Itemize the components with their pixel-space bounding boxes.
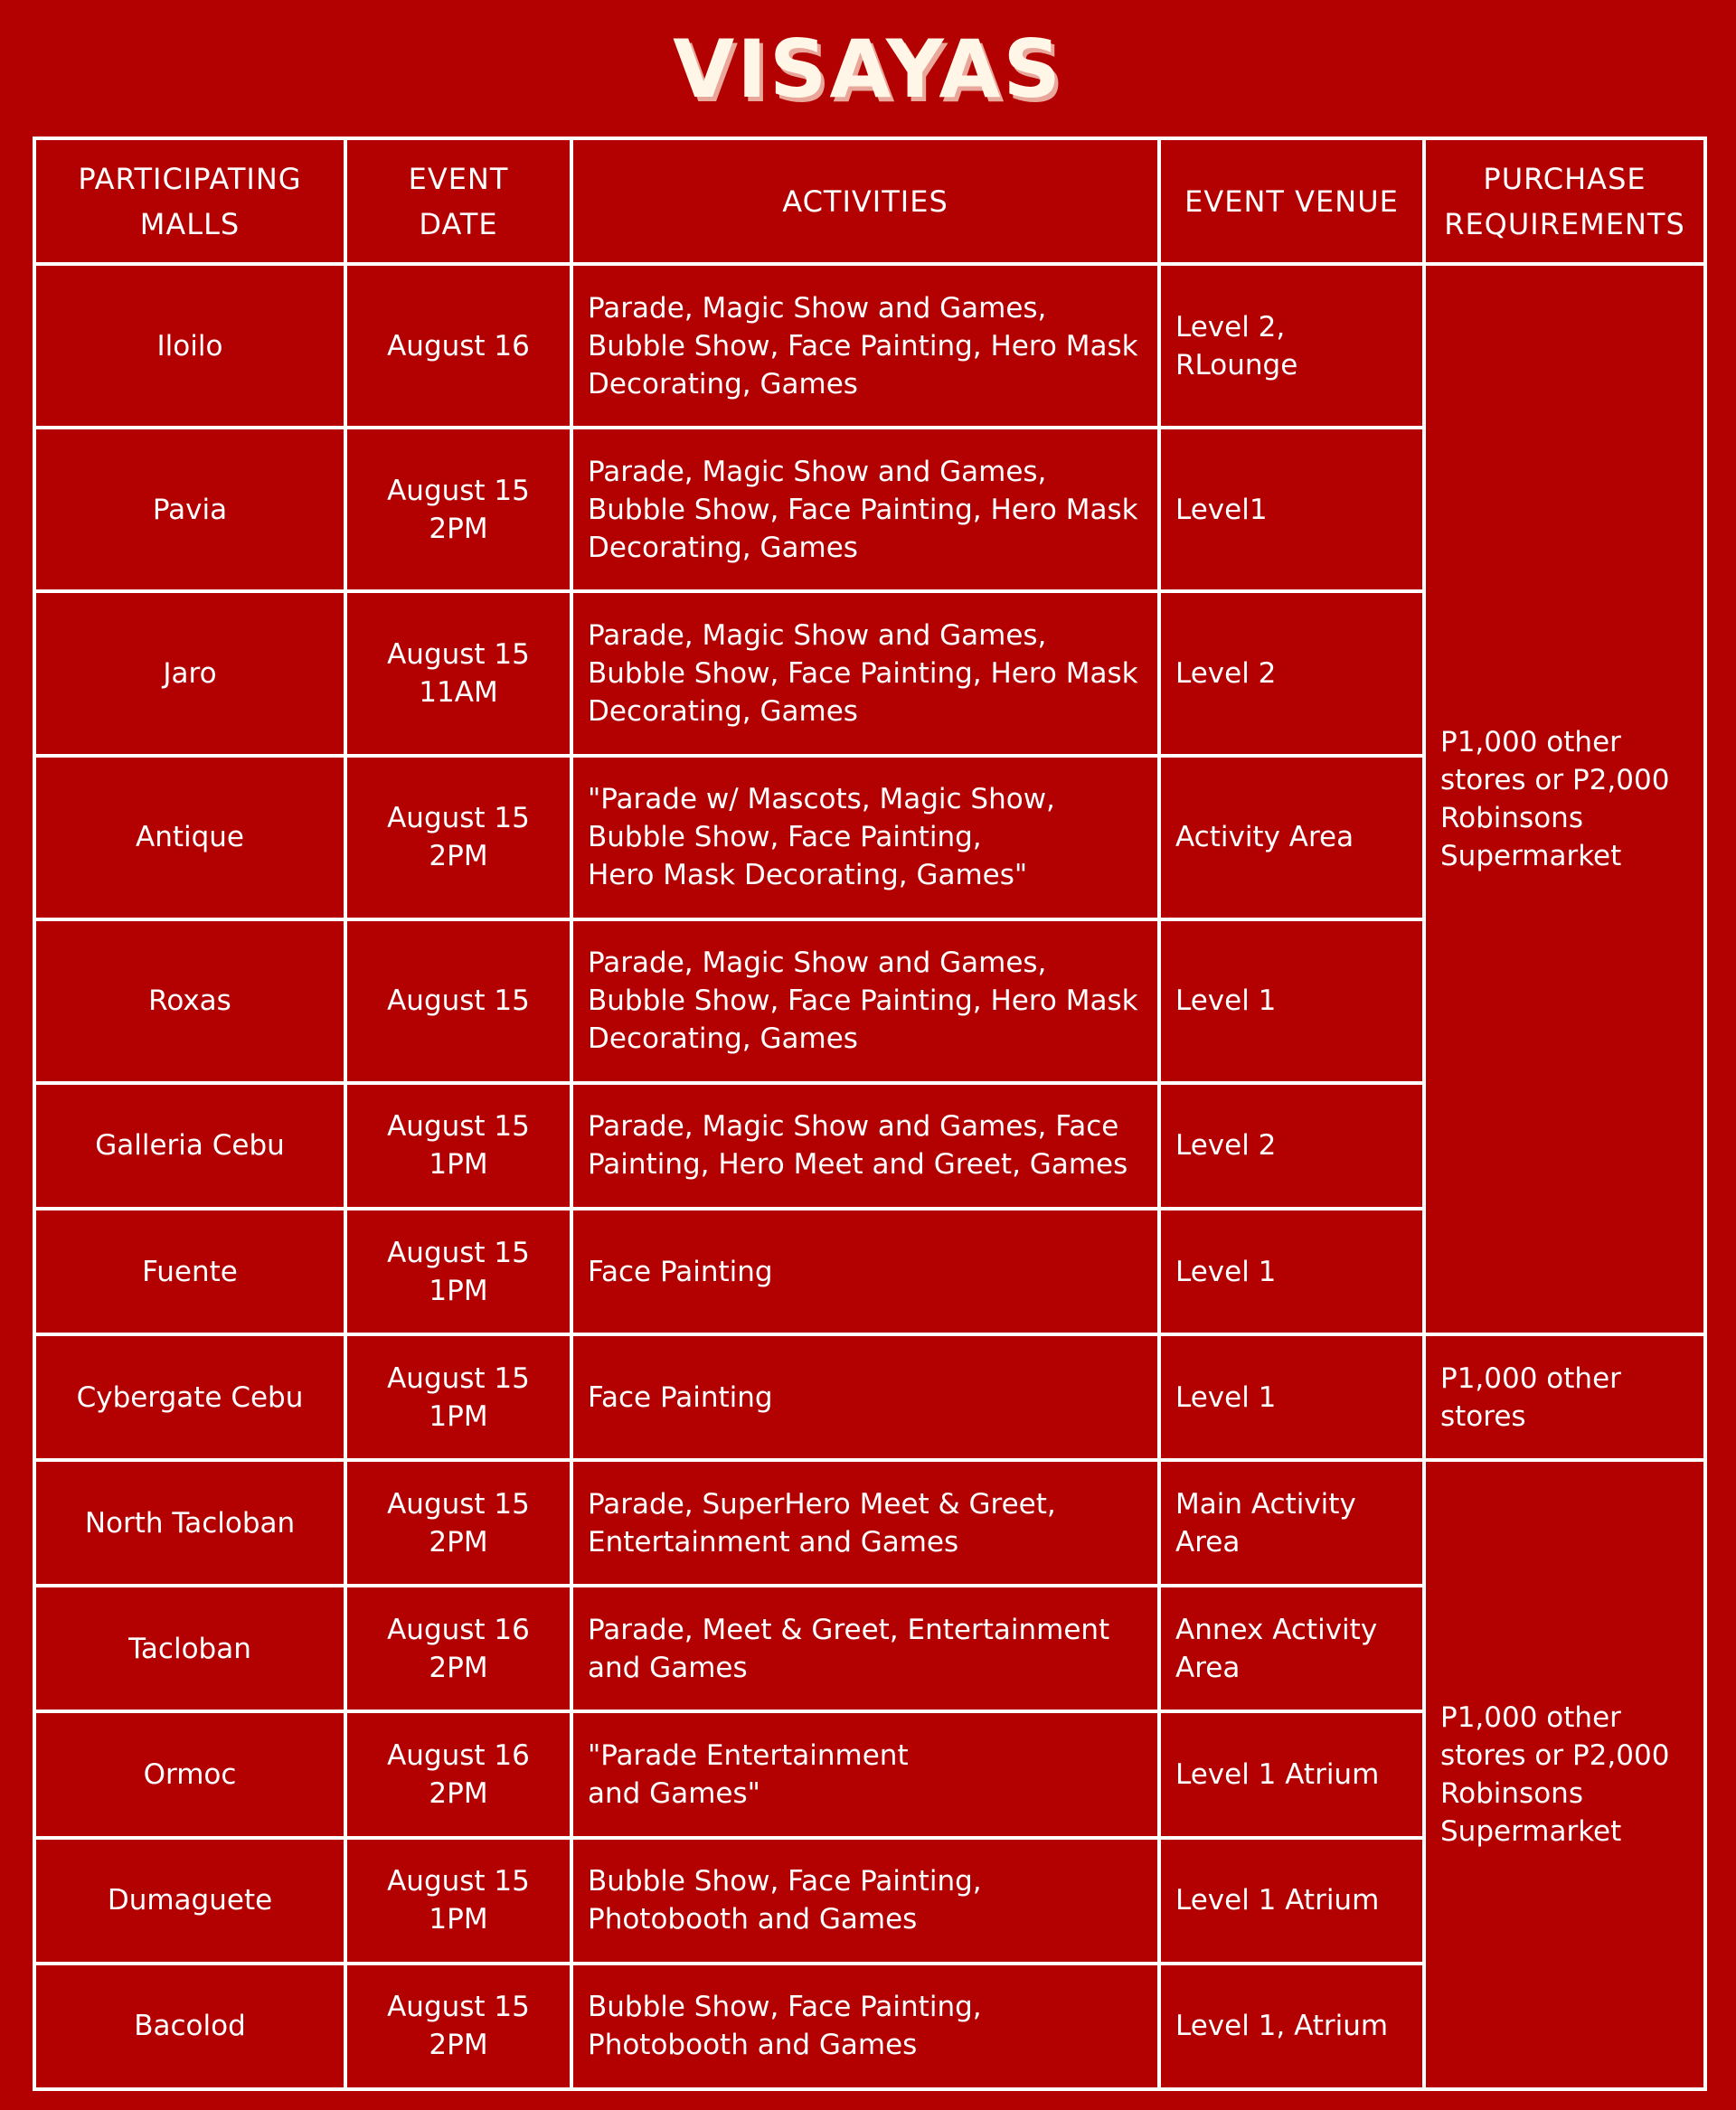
venue-cell: Level 2 [1159, 1083, 1424, 1209]
venue-cell: Level1 [1159, 428, 1424, 591]
venue-cell: Level 1 Atrium [1159, 1838, 1424, 1964]
date-cell: August 16 [345, 264, 571, 428]
header-malls: PARTICIPATING MALLS [34, 138, 345, 264]
mall-cell: Tacloban [34, 1586, 345, 1711]
header-event-date: EVENT DATE [345, 138, 571, 264]
events-table [33, 137, 1707, 2091]
activities-cell: "Parade Entertainment and Games" [571, 1711, 1159, 1837]
date-cell: August 15 1PM [345, 1838, 571, 1964]
venue-cell: Level 1 [1159, 1209, 1424, 1334]
date-cell: August 15 2PM [345, 1460, 571, 1586]
page-title: VISAYAS [673, 23, 1063, 116]
activities-cell: Bubble Show, Face Painting, Photobooth and Games [571, 1964, 1159, 2089]
venue-cell: Level 1 Atrium [1159, 1711, 1424, 1837]
header-activities: ACTIVITIES [571, 138, 1159, 264]
mall-cell: Iloilo [34, 264, 345, 428]
table-row [34, 264, 1705, 428]
header-purchase-requirements: PURCHASE REQUIREMENTS [1424, 138, 1705, 264]
venue-cell: Main Activity Area [1159, 1460, 1424, 1586]
date-cell: August 15 1PM [345, 1334, 571, 1460]
mall-cell: Fuente [34, 1209, 345, 1334]
date-cell: August 15 2PM [345, 756, 571, 919]
venue-cell: Level 1 [1159, 919, 1424, 1083]
mall-cell: Antique [34, 756, 345, 919]
table-row [34, 1334, 1705, 1460]
mall-cell: Dumaguete [34, 1838, 345, 1964]
date-cell: August 15 2PM [345, 428, 571, 591]
activities-cell: Parade, Magic Show and Games, Bubble Show, Face Painting, Hero Mask Decorating, Games [571, 591, 1159, 755]
venue-cell: Annex Activity Area [1159, 1586, 1424, 1711]
date-cell: August 15 2PM [345, 1964, 571, 2089]
mall-cell: Galleria Cebu [34, 1083, 345, 1209]
activities-cell: Parade, SuperHero Meet & Greet, Entertainment and Games [571, 1460, 1159, 1586]
mall-cell: Ormoc [34, 1711, 345, 1837]
requirements-cell: P1,000 other stores or P2,000 Robinsons Supermarket [1424, 264, 1705, 1334]
activities-cell: Parade, Meet & Greet, Entertainment and Games [571, 1586, 1159, 1711]
date-cell: August 15 1PM [345, 1083, 571, 1209]
activities-cell: Parade, Magic Show and Games, Bubble Show, Face Painting, Hero Mask Decorating, Games [571, 264, 1159, 428]
mall-cell: Pavia [34, 428, 345, 591]
table-row [34, 1460, 1705, 1586]
date-cell: August 16 2PM [345, 1711, 571, 1837]
venue-cell: Level 1, Atrium [1159, 1964, 1424, 2089]
header-event-venue: EVENT VENUE [1159, 138, 1424, 264]
date-cell: August 15 11AM [345, 591, 571, 755]
activities-cell: "Parade w/ Mascots, Magic Show, Bubble Show, Face Painting, Hero Mask Decorating, Games" [571, 756, 1159, 919]
activities-cell: Parade, Magic Show and Games, Bubble Show, Face Painting, Hero Mask Decorating, Games [571, 428, 1159, 591]
activities-cell: Face Painting [571, 1334, 1159, 1460]
venue-cell: Activity Area [1159, 756, 1424, 919]
header-row [34, 138, 1705, 264]
date-cell: August 15 1PM [345, 1209, 571, 1334]
activities-cell: Parade, Magic Show and Games, Bubble Show, Face Painting, Hero Mask Decorating, Games [571, 919, 1159, 1083]
venue-cell: Level 2 [1159, 591, 1424, 755]
date-cell: August 16 2PM [345, 1586, 571, 1711]
mall-cell: Roxas [34, 919, 345, 1083]
activities-cell: Face Painting [571, 1209, 1159, 1334]
requirements-cell: P1,000 other stores or P2,000 Robinsons Supermarket [1424, 1460, 1705, 2089]
date-cell: August 15 [345, 919, 571, 1083]
mall-cell: North Tacloban [34, 1460, 345, 1586]
activities-cell: Parade, Magic Show and Games, Face Painting, Hero Meet and Greet, Games [571, 1083, 1159, 1209]
venue-cell: Level 1 [1159, 1334, 1424, 1460]
venue-cell: Level 2, RLounge [1159, 264, 1424, 428]
mall-cell: Jaro [34, 591, 345, 755]
requirements-cell: P1,000 other stores [1424, 1334, 1705, 1460]
activities-cell: Bubble Show, Face Painting, Photobooth and Games [571, 1838, 1159, 1964]
mall-cell: Bacolod [34, 1964, 345, 2089]
mall-cell: Cybergate Cebu [34, 1334, 345, 1460]
